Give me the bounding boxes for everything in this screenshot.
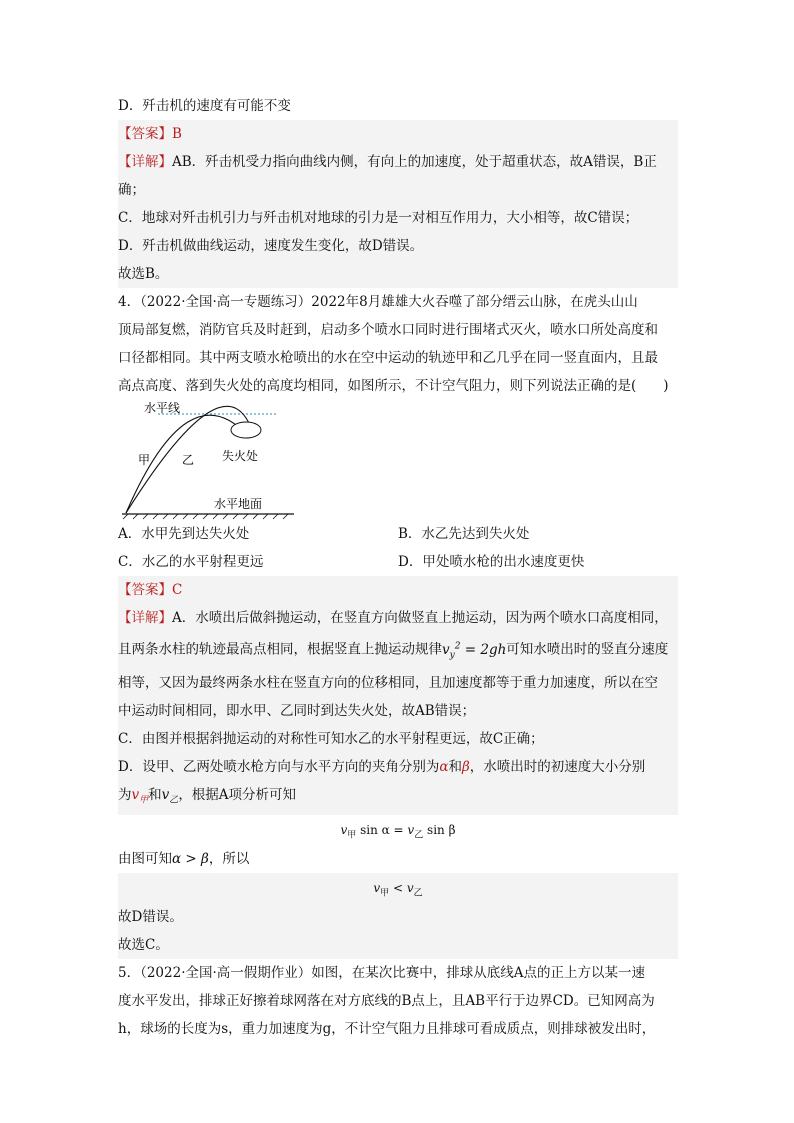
option-d: D．甲处喷水枪的出水速度更快 [398,554,585,570]
detail-text: 确； [118,182,145,198]
conclusion: 故选C。 [118,936,169,953]
detail-text: 且两条水柱的轨迹最高点相同，根据竖直上抛运动规律 [118,641,442,658]
detail-text: 由图并根据斜抛运动的对称性可知水乙的水平射程更远，故C正确； [141,731,544,748]
option-c: C．水乙的水平射程更远 [118,554,264,570]
options-row [118,520,678,548]
q4-stem-line: 口径都相同。其中两支喷水枪喷出的水在空中运动的轨迹甲和乙几乎在同一竖直面内，且最 [118,350,658,366]
label-path-jia: 甲 [138,453,151,467]
detail-text: ，根据A项分析可知 [178,787,297,804]
symbol-v-jia: $v_甲$ [131,787,149,806]
q4-stem-line: 4．（2022·全国·高一专题练习）2022年8月雄雄大火吞噬了部分缙云山脉，在虎头山山 [118,294,638,310]
conjunction: 和 [448,759,462,776]
label-path-yi: 乙 [182,453,195,467]
detail-text: AB．歼击机受力指向曲线内侧，有向上的加速度，处于超重状态，故A错误，B正 [172,154,657,170]
q4-stem-line: 高点高度、落到失火处的高度均相同，如图所示，不计空气阻力，则下列说法正确的是( ) [118,378,669,394]
detail-text: 歼击机做曲线运动，速度发生变化，故D错误。 [142,238,424,254]
fire-location [231,422,261,438]
label-fire: 失火处 [222,449,259,463]
q4-stem-line: 顶局部复燃，消防官兵及时赶到，启动多个喷水口同时进行围堵式灭火，喷水口所处高度和 [118,322,658,338]
option-a: A．水甲先到达失火处 [118,526,250,542]
detail-tag: 【详解】 [118,154,172,170]
detail-text: 中运动时间相同，即水甲、乙同时到达失火处，故AB错误； [118,703,476,720]
q5-stem-line: 5．（2022·全国·高一假期作业）如图，在某次比赛中，排球从底线A点的正上方以某一速 [118,964,646,981]
detail-text: 可知水喷出时的竖直分速度 [506,641,669,658]
q3-solution [118,120,678,288]
ground-hatching [123,514,288,519]
symbol-beta: β [461,759,470,776]
water-jet-figure [118,400,318,520]
document-page [118,92,678,1043]
symbol-alpha: α [439,759,449,776]
formula-inequality: $v_甲 < v_乙$ [118,873,678,903]
q5-stem-line: 度水平发出，排球正好擦着球网落在对方底线的B点上，且AB平行于边界CD。已知网高为 [118,992,655,1009]
formula-equation: $v_甲$ $\sin \alpha = v_乙$ sin β [340,822,456,841]
detail-text: 相等，又因为最终两条水柱在竖直方向的位移相同，且加速度都等于重力加速度，所以在空 [118,675,658,692]
label-ground: 水平地面 [214,497,263,511]
detail-tag: 【详解】 [118,610,172,626]
detail-text: 为 [118,787,132,804]
q4-solution [118,576,678,815]
symbol-v-yi: $v_乙$ [161,787,179,806]
detail-text: 地球对歼击机引力与歼击机对地球的引力是一对相互作用力，大小相等，故C错误； [141,210,639,226]
answer-value: B [172,126,182,142]
detail-text: D．设甲、乙两处喷水枪方向与水平方向的夹角分别为 [118,759,440,776]
detail-text: 由图可知 [118,850,172,867]
detail-label: D． [118,238,143,254]
detail-label: C． [118,731,142,748]
answer-tag: 【答案】 [118,126,172,142]
detail-text: ，所以 [208,850,250,867]
q3-option-d: D．歼击机的速度有可能不变 [118,98,291,114]
detail-text: 故D错误。 [118,908,183,925]
conjunction: 和 [148,787,162,804]
answer-value: C [172,582,183,598]
options-row [118,548,678,576]
detail-label: C． [118,210,142,226]
option-b: B．水乙先达到失火处 [398,526,530,542]
q4-conclusion [118,903,678,959]
detail-text: ，水喷出时的初速度大小分别 [469,759,646,776]
trajectory-diagram [118,400,318,520]
label-horizontal-line: 水平线 [144,401,181,415]
conclusion: 故选B。 [118,266,169,282]
inequality: α > β [172,850,209,867]
detail-text: A．水喷出后做斜抛运动，在竖直方向做竖直上抛运动，因为两个喷水口高度相同， [172,610,668,626]
formula-inline: $v_y^2 = 2gh$ [442,641,507,661]
q5-stem-line: h，球场的长度为s，重力加速度为g，不计空气阻力且排球可看成质点，则排球被发出时， [118,1020,656,1037]
answer-tag: 【答案】 [118,582,172,598]
